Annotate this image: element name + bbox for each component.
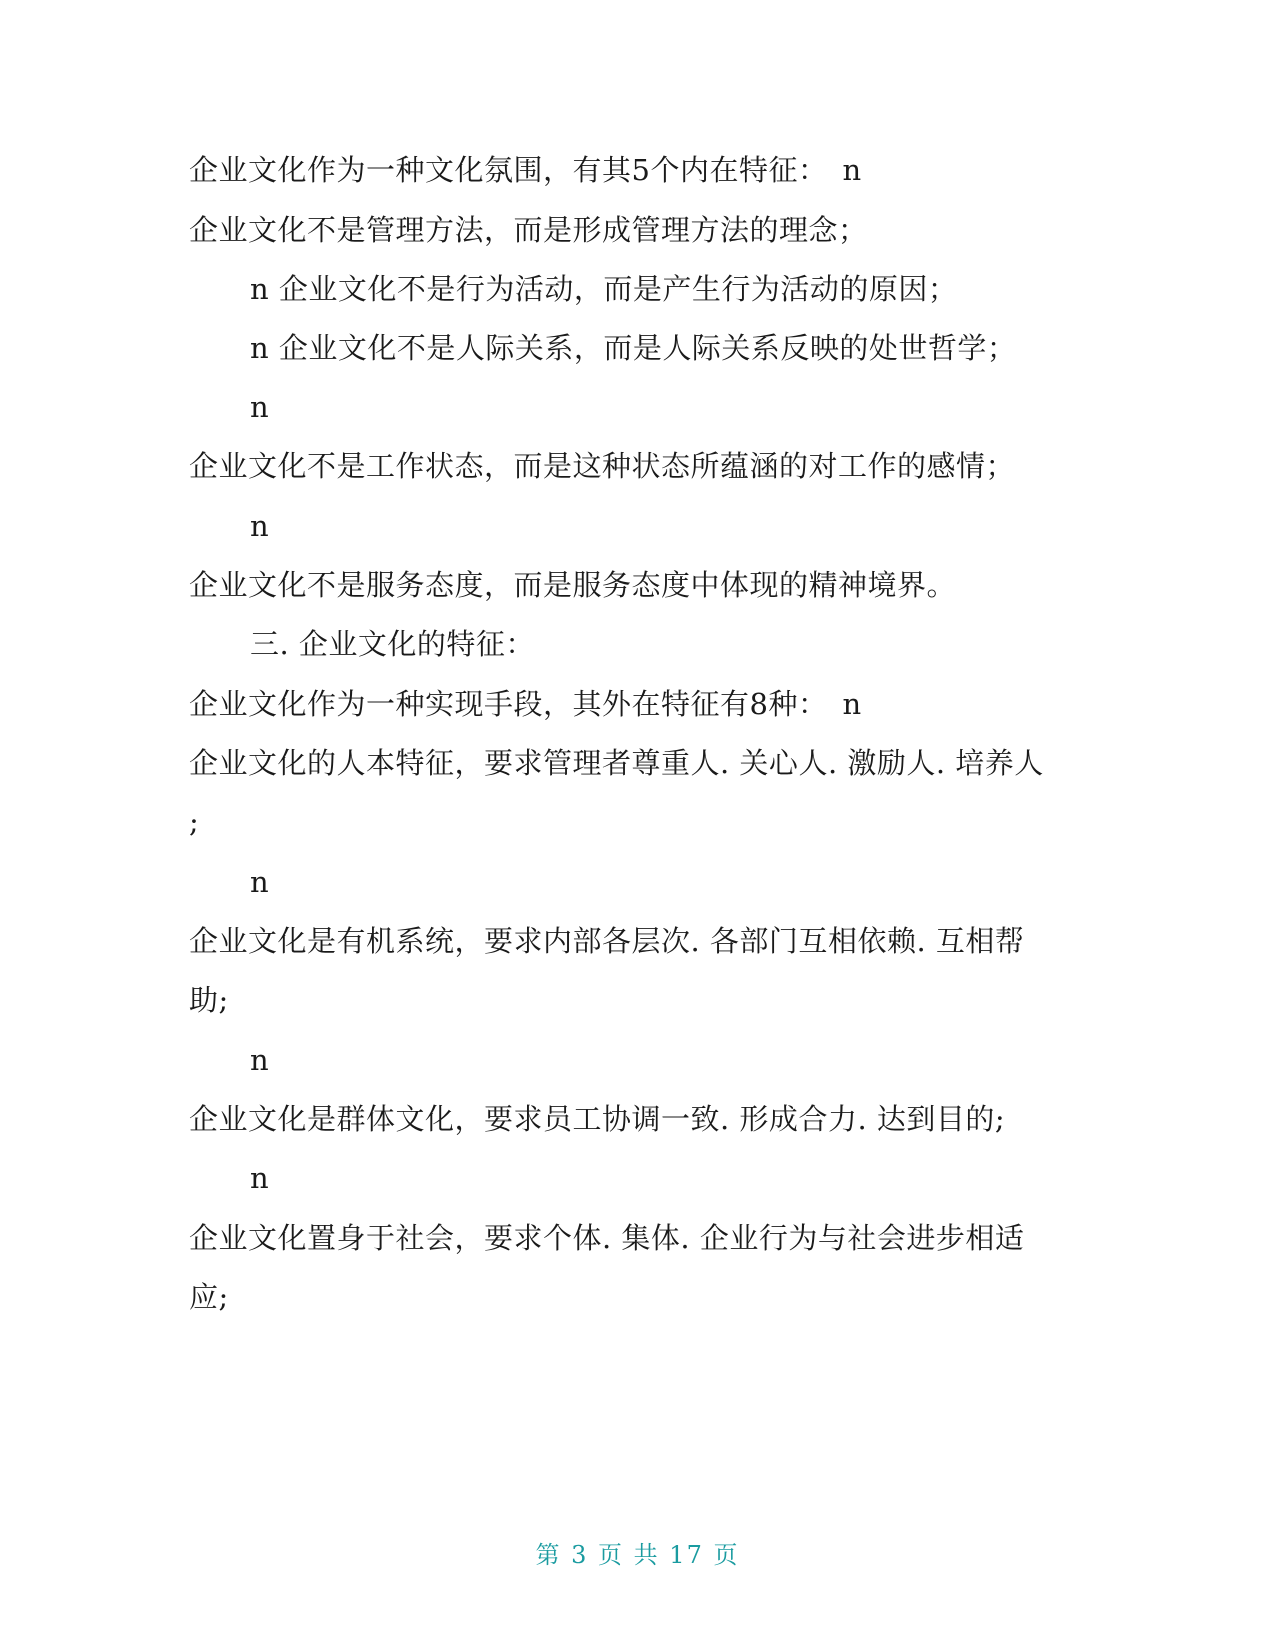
text-line-8: 企业文化不是服务态度，而是服务态度中体现的精神境界。	[189, 568, 957, 602]
text-line-13: n	[250, 865, 270, 899]
text-line-14: 企业文化是有机系统，要求内部各层次. 各部门互相依赖. 互相帮	[189, 924, 1025, 958]
section-heading: 三. 企业文化的特征：	[250, 627, 535, 661]
text-line-3: n 企业文化不是行为活动，而是产生行为活动的原因；	[250, 272, 958, 306]
text-line-7: n	[250, 509, 270, 543]
text-line-20: 应;	[189, 1280, 229, 1314]
text-line-4: n 企业文化不是人际关系，而是人际关系反映的处世哲学；	[250, 331, 1017, 365]
page-number-footer: 第 3 页 共 17 页	[535, 1541, 740, 1569]
text-line-19: 企业文化置身于社会，要求个体. 集体. 企业行为与社会进步相适	[189, 1221, 1025, 1255]
text-line-2: 企业文化不是管理方法，而是形成管理方法的理念；	[189, 213, 868, 247]
text-line-1: 企业文化作为一种文化氛围，有其5个内在特征： n	[189, 153, 862, 187]
text-line-12: ;	[189, 805, 200, 839]
text-line-15: 助;	[189, 983, 229, 1017]
text-line-17: 企业文化是群体文化，要求员工协调一致. 形成合力. 达到目的;	[189, 1102, 1006, 1136]
text-line-18: n	[250, 1161, 270, 1195]
text-line-16: n	[250, 1043, 270, 1077]
text-line-11: 企业文化的人本特征，要求管理者尊重人. 关心人. 激励人. 培养人	[189, 746, 1044, 780]
text-line-6: 企业文化不是工作状态，而是这种状态所蕴涵的对工作的感情；	[189, 449, 1016, 483]
text-line-10: 企业文化作为一种实现手段，其外在特征有8种： n	[189, 687, 862, 721]
text-line-5: n	[250, 390, 270, 424]
